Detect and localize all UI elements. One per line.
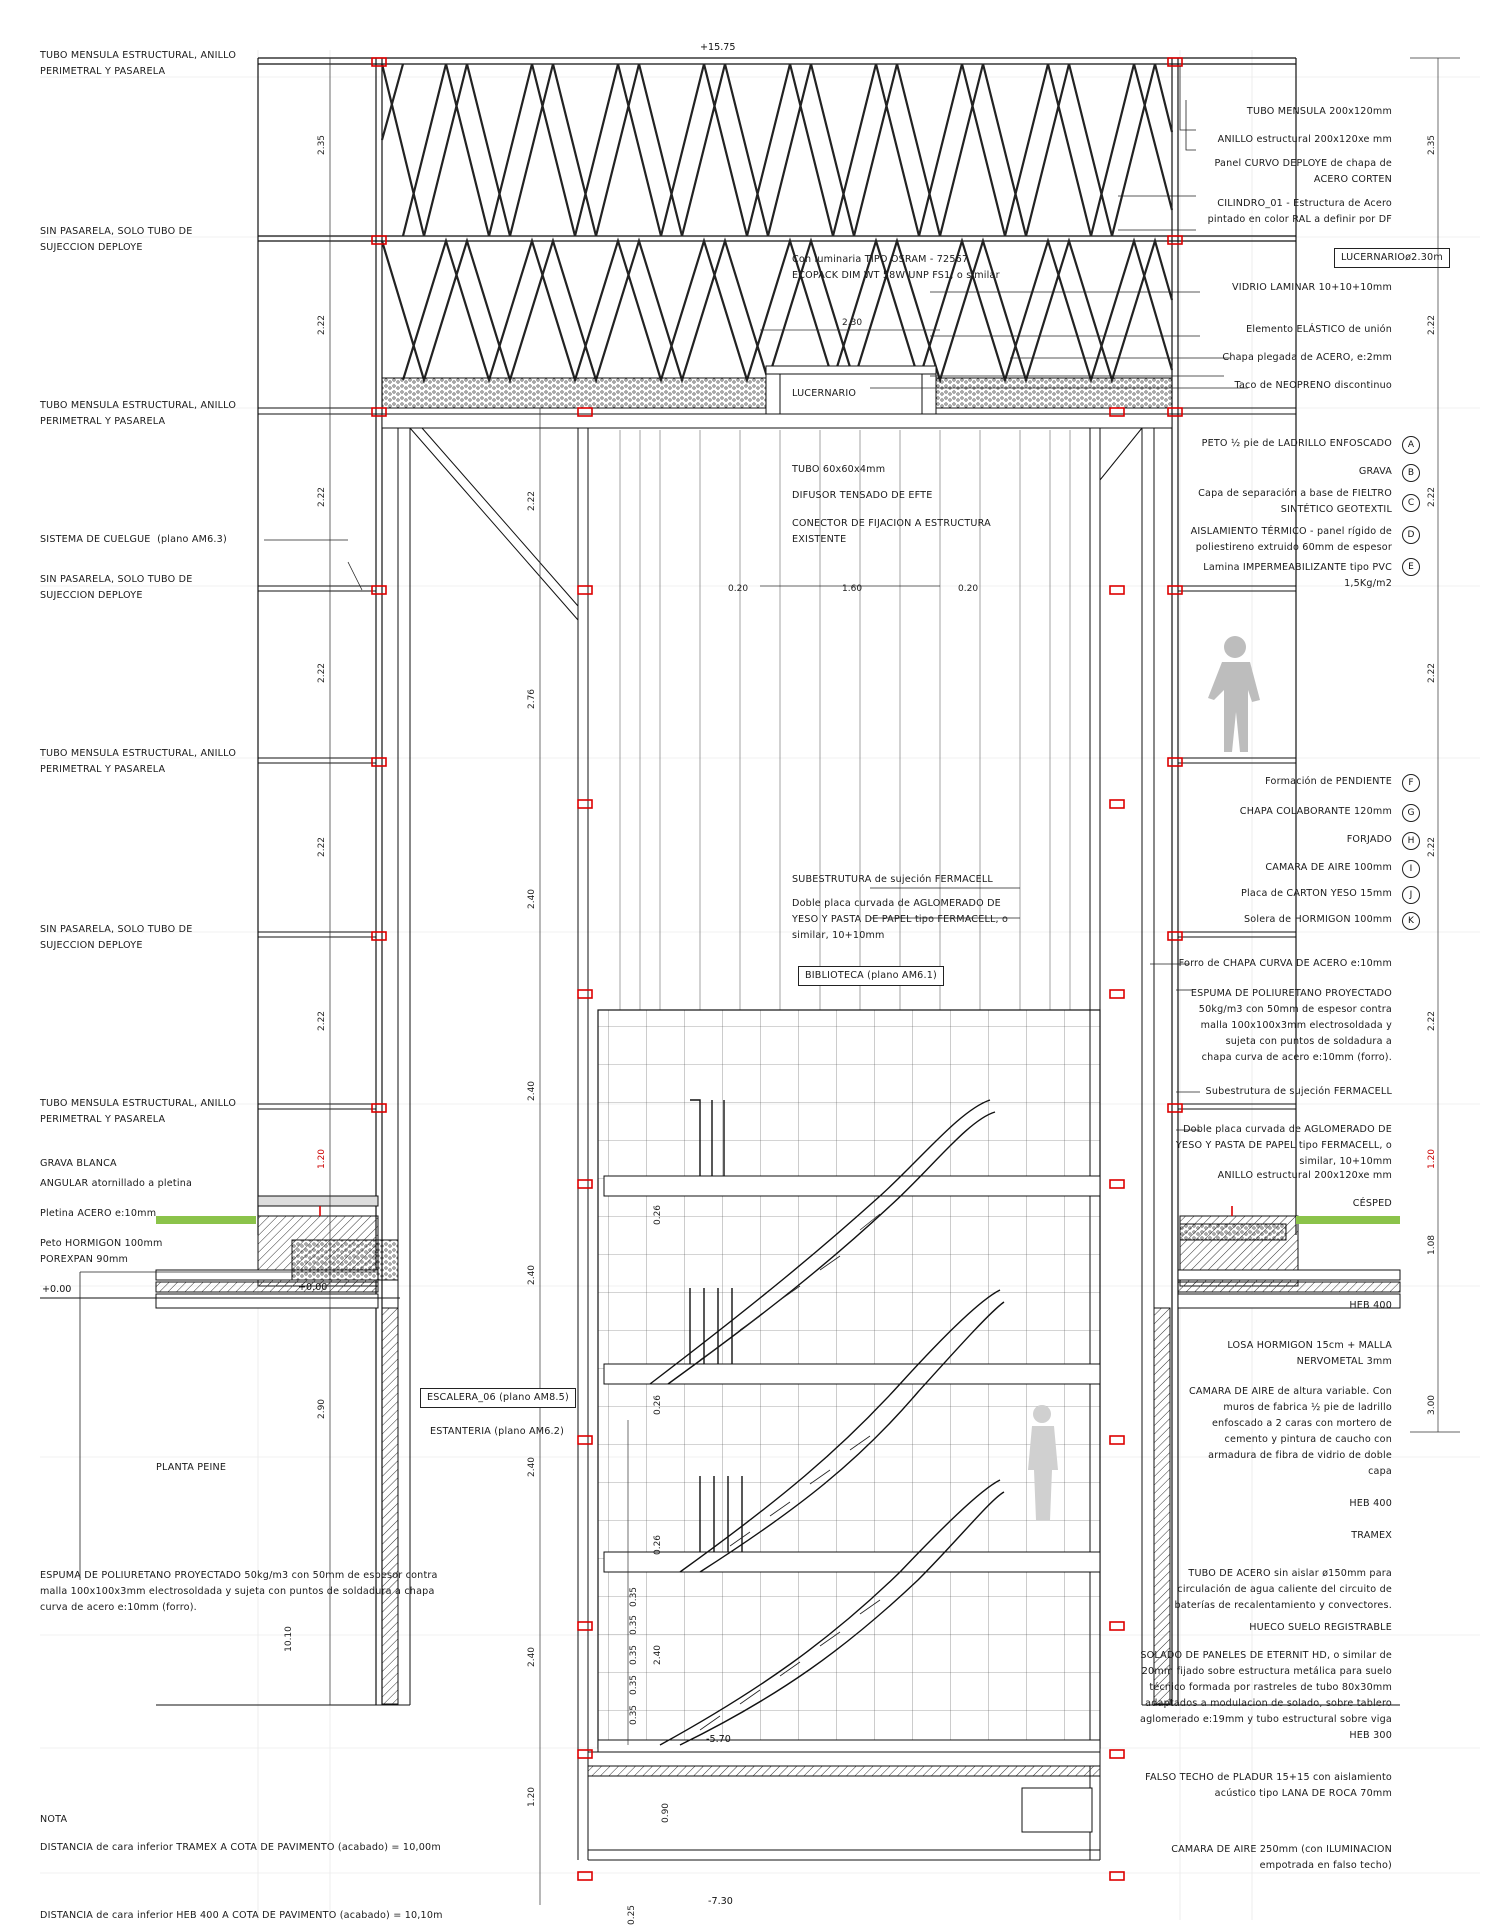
right-label-solera: Solera de HORMIGON 100mm <box>1244 914 1392 925</box>
level-bottom: -7.30 <box>708 1896 733 1907</box>
right-label-tramex: TRAMEX <box>1351 1530 1392 1541</box>
key-h-badge: H <box>1402 832 1420 850</box>
roof-layer-b: GRAVA <box>1358 466 1392 477</box>
left-label-tubo-4: TUBO MENSULA ESTRUCTURAL, ANILLO PERIMETRAL Y PASARELA <box>40 1098 237 1125</box>
right-label-falso-techo: FALSO TECHO de PLADUR 15+15 con aislamiento acústico tipo LANA DE ROCA 70mm <box>1145 1772 1392 1799</box>
dim-left-7: 1.20 <box>317 1148 328 1170</box>
dim-center-7: 2.40 <box>527 1646 538 1668</box>
dim-stair-2: 0.26 <box>653 1394 664 1416</box>
label-lucernario: LUCERNARIO <box>792 388 857 399</box>
dim-h-center: 1.60 <box>842 584 863 594</box>
left-label-angular: ANGULAR atornillado a pletina <box>40 1178 193 1189</box>
left-label-peto: Peto HORMIGON 100mm <box>40 1238 163 1249</box>
left-label-grava-blanca: GRAVA BLANCA <box>40 1158 117 1169</box>
dim-stair-3: 0.26 <box>653 1534 664 1556</box>
label-estanteria: ESTANTERIA (plano AM6.2) <box>430 1426 565 1437</box>
key-d-badge: D <box>1402 526 1420 544</box>
dim-left-4: 2.22 <box>317 662 328 684</box>
right-label-espuma: ESPUMA DE POLIURETANO PROYECTADO 50kg/m3 con 50mm de espesor contra malla 100x100x3mm electrosoldada y sujeta con puntos de soldadura a chapa curva de acero e:10mm (forro). <box>1190 988 1392 1063</box>
dim-stair-4: 2.40 <box>653 1644 664 1666</box>
right-label-tubo-acero: TUBO DE ACERO sin aislar ø150mm para circulación de agua caliente del circuito de baterías de recalentamiento y convectores. <box>1174 1568 1392 1611</box>
right-label-tubo-mensula: TUBO MENSULA 200x120mm <box>1246 106 1392 117</box>
right-label-hueco-suelo: HUECO SUELO REGISTRABLE <box>1249 1622 1392 1633</box>
right-label-elastico: Elemento ELÁSTICO de unión <box>1246 324 1392 335</box>
dim-right-6: 2.22 <box>1427 1010 1438 1032</box>
dim-left-9: 10.10 <box>283 1626 294 1652</box>
left-label-espuma: ESPUMA DE POLIURETANO PROYECTADO 50kg/m3 con 50mm de espesor contra malla 100x100x3mm electrosoldada y sujeta con puntos de soldadura a chapa curva de acero e:10mm (forro). <box>40 1570 438 1613</box>
key-i-badge: I <box>1402 860 1420 878</box>
right-label-camara-250: CAMARA DE AIRE 250mm (con ILUMINACION empotrada en falso techo) <box>1171 1844 1392 1871</box>
right-label-losa: LOSA HORMIGON 15cm + MALLA NERVOMETAL 3mm <box>1227 1340 1392 1367</box>
dim-left-8: 2.90 <box>317 1398 328 1420</box>
deploye-lattice <box>382 64 1172 380</box>
key-k-badge: K <box>1402 912 1420 930</box>
right-label-cesped: CÉSPED <box>1352 1198 1392 1209</box>
left-label-sin-pasarela-3: SIN PASARELA, SOLO TUBO DE SUJECCION DEPLOYE <box>40 924 193 951</box>
dim-center-6: 2.40 <box>527 1456 538 1478</box>
dim-h-left: 0.20 <box>728 584 749 594</box>
dim-left-2: 2.22 <box>317 314 328 336</box>
left-label-sin-pasarela-2: SIN PASARELA, SOLO TUBO DE SUJECCION DEPLOYE <box>40 574 193 601</box>
left-label-sin-pasarela-1: SIN PASARELA, SOLO TUBO DE SUJECCION DEPLOYE <box>40 226 193 253</box>
roof-layer-c: Capa de separación a base de FIELTRO SINTÉTICO GEOTEXTIL <box>1198 488 1392 515</box>
dim-center-2: 2.76 <box>527 688 538 710</box>
label-tubo-60: TUBO 60x60x4mm <box>792 464 886 475</box>
label-biblioteca: BIBLIOTECA (plano AM6.1) <box>798 966 944 986</box>
dim-right-3: 2.22 <box>1427 486 1438 508</box>
left-label-tubo-3: TUBO MENSULA ESTRUCTURAL, ANILLO PERIMETRAL Y PASARELA <box>40 748 237 775</box>
dim-center-4: 2.40 <box>527 1080 538 1102</box>
dim-left-6: 2.22 <box>317 1010 328 1032</box>
dim-center-8: 1.20 <box>527 1786 538 1808</box>
dim-right-5: 2.22 <box>1427 836 1438 858</box>
level-ground-inner: +0.00 <box>298 1282 328 1293</box>
label-subestructura: SUBESTRUTURA de sujeción FERMACELL <box>792 874 993 885</box>
right-label-heb-400-1: HEB 400 <box>1349 1300 1392 1311</box>
level-floor: -5.70 <box>706 1734 731 1745</box>
right-label-vidrio: VIDRIO LAMINAR 10+10+10mm <box>1232 282 1392 293</box>
grass-left <box>156 1216 256 1224</box>
label-escalera: ESCALERA_06 (plano AM8.5) <box>420 1388 576 1408</box>
dim-center-5: 2.40 <box>527 1264 538 1286</box>
left-label-pletina: Pletina ACERO e:10mm <box>40 1208 157 1219</box>
right-label-panel-curvo: Panel CURVO DEPLOYE de chapa de ACERO CORTEN <box>1214 158 1392 185</box>
dim-h-right: 0.20 <box>958 584 979 594</box>
dim-center-1: 2.22 <box>527 490 538 512</box>
ground-right <box>1178 1216 1400 1308</box>
label-difusor: DIFUSOR TENSADO DE EFTE <box>792 490 933 501</box>
right-label-lucernario: LUCERNARIOø2.30m <box>1334 248 1450 268</box>
dim-stair-9: 0.35 <box>629 1704 640 1726</box>
dim-right-9: 3.00 <box>1427 1394 1438 1416</box>
left-label-sistema-cuelgue: SISTEMA DE CUELGUE (plano AM6.3) <box>40 534 227 545</box>
notes-line-1: DISTANCIA de cara inferior TRAMEX A COTA DE PAVIMENTO (acabado) = 10,00m <box>40 1842 441 1853</box>
right-label-solado: SOLADO DE PANELES DE ETERNIT HD, o similar de 20mm fijado sobre estructura metálica para suelo técnico formada por rastreles de tubo 80x30mm adaptados a modulacion de solado, sobre tablero aglomerado e:19mm y tubo estructural sobre viga HEB 300 <box>1140 1650 1392 1741</box>
dim-stair-5: 0.35 <box>629 1586 640 1608</box>
dim-stair-1: 0.26 <box>653 1204 664 1226</box>
right-label-camara-variable: CAMARA DE AIRE de altura variable. Con muros de fabrica ½ pie de ladrillo enfoscado a 2 caras con mortero de cemento y pintura de caucho con armadura de fibra de vidrio de doble capa <box>1188 1386 1392 1477</box>
key-a-badge: A <box>1402 436 1420 454</box>
key-e-badge: E <box>1402 558 1420 576</box>
dim-left-1: 2.35 <box>317 134 328 156</box>
right-label-carton-yeso: Placa de CARTON YESO 15mm <box>1241 888 1392 899</box>
level-ground: +0.00 <box>42 1284 72 1295</box>
label-conector: CONECTOR DE FIJACION A ESTRUCTURA EXISTENTE <box>792 518 991 545</box>
key-f-badge: F <box>1402 774 1420 792</box>
right-label-pendiente: Formación de PENDIENTE <box>1265 776 1392 787</box>
dim-right-7: 1.20 <box>1427 1148 1438 1170</box>
dim-left-5: 2.22 <box>317 836 328 858</box>
dim-center-9: 0.90 <box>661 1802 672 1824</box>
left-label-tubo-1: TUBO MENSULA ESTRUCTURAL, ANILLO PERIMETRAL Y PASARELA <box>40 50 237 77</box>
right-label-forro: Forro de CHAPA CURVA DE ACERO e:10mm <box>1178 958 1392 969</box>
key-c-badge: C <box>1402 494 1420 512</box>
dim-center-10: 0.25 <box>627 1904 638 1926</box>
dim-right-1: 2.35 <box>1427 134 1438 156</box>
right-label-heb-400-2: HEB 400 <box>1349 1498 1392 1509</box>
level-top: +15.75 <box>700 42 736 53</box>
right-label-neopreno: Taco de NEOPRENO discontinuo <box>1234 380 1392 391</box>
roof-layer-a: PETO ½ pie de LADRILLO ENFOSCADO <box>1201 438 1392 449</box>
right-label-anillo-1: ANILLO estructural 200x120xe mm <box>1217 134 1392 145</box>
label-luminaria: Con luminaria TIPO OSRAM - 72567 ECOPACK DIM WT 58W UNP FS1, o similar <box>792 254 1000 281</box>
right-label-camara-aire: CAMARA DE AIRE 100mm <box>1265 862 1392 873</box>
key-b-badge: B <box>1402 464 1420 482</box>
dim-right-4: 2.22 <box>1427 662 1438 684</box>
roof-layer-e: Lamina IMPERMEABILIZANTE tipo PVC 1,5Kg/m2 <box>1203 562 1392 589</box>
notes-title: NOTA <box>40 1814 68 1825</box>
right-label-cilindro: CILINDRO_01 - Estructura de Acero pintado en color RAL a definir por DF <box>1207 198 1392 225</box>
dim-right-8: 1.08 <box>1427 1234 1438 1256</box>
right-label-doble-placa: Doble placa curvada de AGLOMERADO DE YESO Y PASTA DE PAPEL tipo FERMACELL, o similar, 10+10mm <box>1175 1124 1392 1167</box>
left-label-porexpan: POREXPAN 90mm <box>40 1254 129 1265</box>
roof-layer-d: AISLAMIENTO TÉRMICO - panel rígido de poliestireno extruido 60mm de espesor <box>1190 526 1392 553</box>
right-label-chapa-plegada: Chapa plegada de ACERO, e:2mm <box>1222 352 1392 363</box>
right-label-forjado: FORJADO <box>1346 834 1392 845</box>
dim-center-3: 2.40 <box>527 888 538 910</box>
key-j-badge: J <box>1402 886 1420 904</box>
label-doble-placa: Doble placa curvada de AGLOMERADO DE YESO Y PASTA DE PAPEL tipo FERMACELL, o similar, 10+10mm <box>792 898 1009 941</box>
right-label-anillo-2: ANILLO estructural 200x120xe mm <box>1217 1170 1392 1181</box>
left-label-planta-peine: PLANTA PEINE <box>156 1462 227 1473</box>
ring-tubes <box>258 408 1296 1109</box>
right-label-subestructura: Subestrutura de sujeción FERMACELL <box>1205 1086 1392 1097</box>
left-label-tubo-2: TUBO MENSULA ESTRUCTURAL, ANILLO PERIMETRAL Y PASARELA <box>40 400 237 427</box>
dim-stair-7: 0.35 <box>629 1644 640 1666</box>
dim-stair-6: 0.35 <box>629 1614 640 1636</box>
roof-slab <box>382 366 1172 428</box>
dim-left-3: 2.22 <box>317 486 328 508</box>
dim-right-2: 2.22 <box>1427 314 1438 336</box>
right-label-chapa-colaborante: CHAPA COLABORANTE 120mm <box>1239 806 1392 817</box>
dim-skylight-width: 2.30 <box>842 318 863 328</box>
key-g-badge: G <box>1402 804 1420 822</box>
dim-stair-8: 0.35 <box>629 1674 640 1696</box>
notes-line-2: DISTANCIA de cara inferior HEB 400 A COTA DE PAVIMENTO (acabado) = 10,10m <box>40 1910 443 1921</box>
